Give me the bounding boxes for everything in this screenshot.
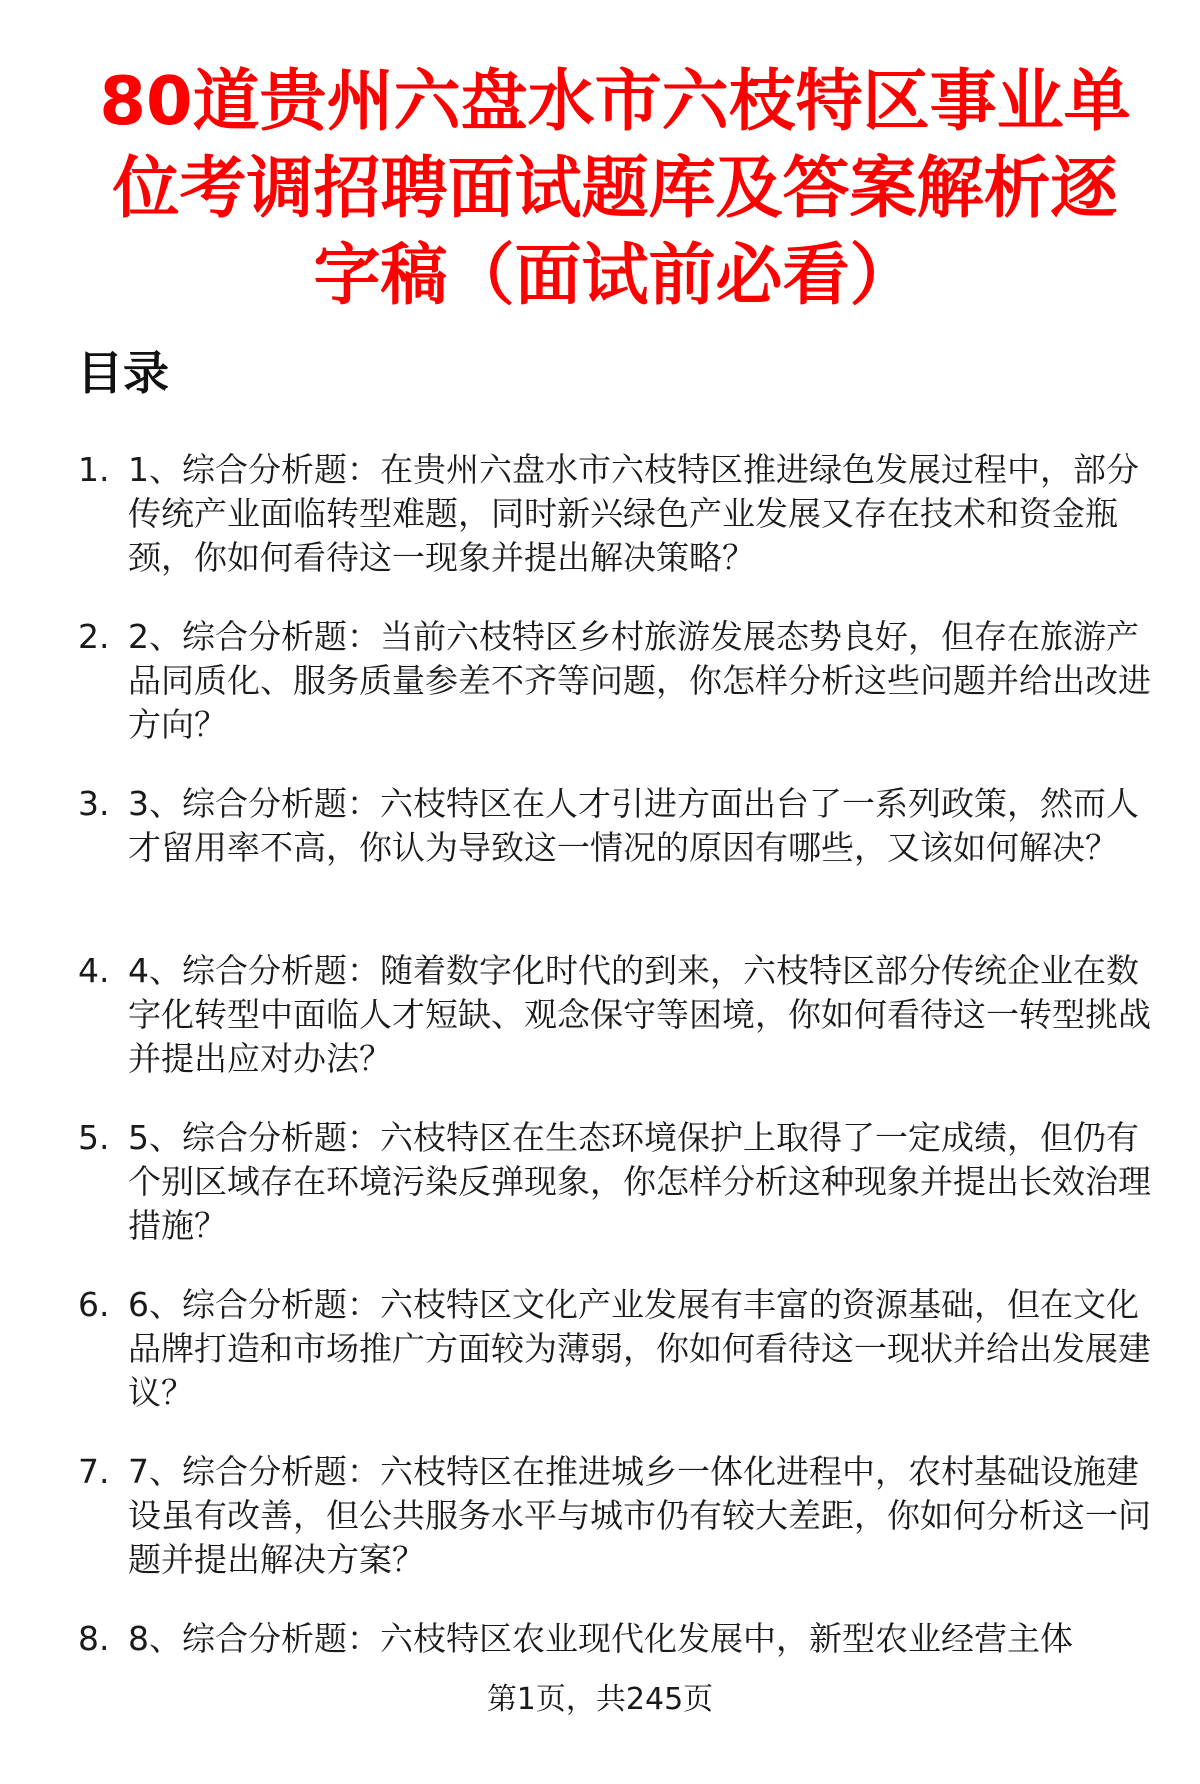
toc-item-text: 3、综合分析题：六枝特区在人才引进方面出台了一系列政策，然而人才留用率不高，你认为导致这一情况的原因有哪些，又该如何解决？	[128, 784, 1139, 867]
toc-list	[0, 448, 1200, 1784]
toc-item-number: 1.	[78, 450, 110, 489]
toc-item-number: 5.	[78, 1118, 110, 1157]
toc-item-number: 6.	[78, 1285, 110, 1324]
toc-item-number: 7.	[78, 1452, 110, 1491]
toc-item-text: 8、综合分析题：六枝特区农业现代化发展中，新型农业经营主体	[128, 1619, 1073, 1658]
toc-item-text: 5、综合分析题：六枝特区在生态环境保护上取得了一定成绩，但仍有个别区域存在环境污染反弹现象，你怎样分析这种现象并提出长效治理措施？	[128, 1118, 1151, 1245]
toc-item-text: 4、综合分析题：随着数字化时代的到来，六枝特区部分传统企业在数字化转型中面临人才短缺、观念保守等困境，你如何看待这一转型挑战并提出应对办法？	[128, 951, 1151, 1078]
toc-heading: 目录	[77, 346, 169, 400]
toc-item-text: 6、综合分析题：六枝特区文化产业发展有丰富的资源基础，但在文化品牌打造和市场推广方面较为薄弱，你如何看待这一现状并给出发展建议？	[128, 1285, 1151, 1412]
toc-item[interactable]	[0, 949, 1200, 1116]
toc-item-number: 8.	[78, 1619, 110, 1658]
toc-item-text: 2、综合分析题：当前六枝特区乡村旅游发展态势良好，但存在旅游产品同质化、服务质量参差不齐等问题，你怎样分析这些问题并给出改进方向？	[128, 617, 1151, 744]
toc-item[interactable]	[0, 615, 1200, 782]
page-footer: 第1页，共245页	[486, 1682, 714, 1717]
toc-item[interactable]	[0, 448, 1200, 615]
toc-item[interactable]	[0, 1450, 1200, 1617]
toc-item-number: 3.	[78, 784, 110, 823]
toc-item-text: 1、综合分析题：在贵州六盘水市六枝特区推进绿色发展过程中，部分传统产业面临转型难题，同时新兴绿色产业发展又存在技术和资金瓶颈，你如何看待这一现象并提出解决策略？	[128, 450, 1139, 577]
toc-item[interactable]	[0, 1116, 1200, 1283]
document-title: 80道贵州六盘水市六枝特区事业单位考调招聘面试题库及答案解析逐字稿（面试前必看）	[99, 62, 1131, 314]
toc-item[interactable]	[0, 1283, 1200, 1450]
toc-item-number: 2.	[78, 617, 110, 656]
toc-item[interactable]	[0, 782, 1200, 949]
toc-item-number: 4.	[78, 951, 110, 990]
toc-item-text: 7、综合分析题：六枝特区在推进城乡一体化进程中，农村基础设施建设虽有改善，但公共服务水平与城市仍有较大差距，你如何分析这一问题并提出解决方案？	[128, 1452, 1151, 1579]
